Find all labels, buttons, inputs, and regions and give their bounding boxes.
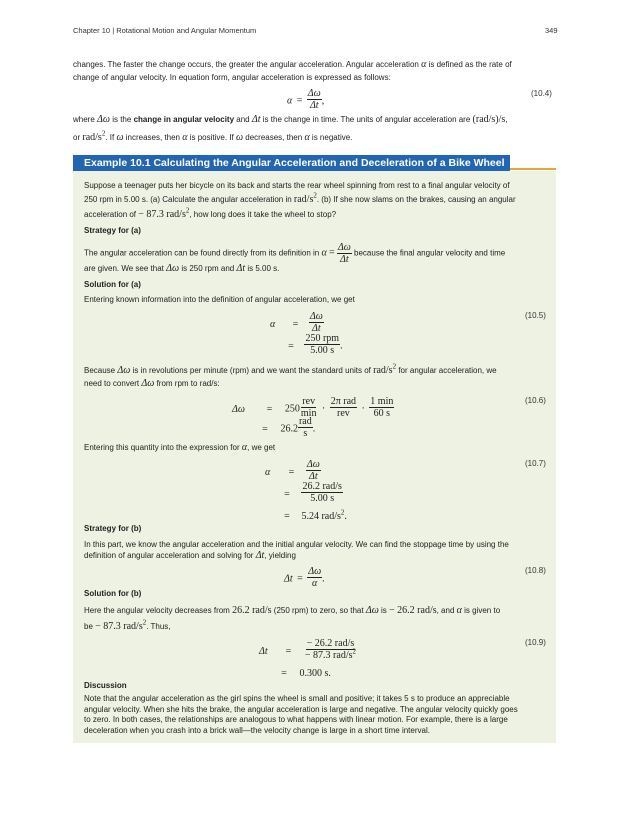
denominator: α — [312, 578, 318, 589]
text: , yielding — [264, 551, 296, 560]
text: for angular acceleration, we — [398, 366, 497, 375]
fraction — [301, 481, 342, 504]
superscript: 2 — [313, 191, 317, 200]
page-number: 349 — [545, 26, 558, 35]
math-alpha: α — [321, 247, 327, 259]
text: is the change in time. The units of angular acceleration are — [262, 115, 471, 124]
denominator: 5.00 s — [310, 493, 335, 504]
math-delta-t: Δt — [236, 263, 246, 274]
text: acceleration of — [84, 210, 137, 219]
solution-b-line-2 — [84, 620, 171, 633]
equation-number: (10.7) — [525, 459, 546, 468]
math-number: 250 — [284, 403, 300, 415]
text: increases, then — [125, 133, 180, 142]
numerator: 26.2 rad/s — [302, 481, 342, 492]
numerator: rev — [302, 396, 316, 407]
text: is 250 rpm and — [181, 264, 235, 273]
numerator: 2π rad — [330, 396, 357, 407]
text: is positive. If — [189, 133, 234, 142]
discussion-line: angular velocity. When she hits the brake, the angular acceleration is large and negative. The angular velocity quickly goes — [84, 704, 518, 714]
denominator: 5.00 s — [310, 345, 335, 356]
math-value: 26.2 rad/s — [232, 605, 272, 616]
denominator: 60 s — [373, 408, 391, 419]
entering-line — [84, 441, 275, 454]
equation-number: (10.4) — [531, 89, 552, 98]
math-text: rad/s — [373, 365, 393, 376]
fraction — [369, 396, 394, 419]
equation-10-9-row-1 — [259, 638, 357, 661]
numerator: 1 min — [370, 396, 394, 407]
where-line: where Δω is the change in angular velocity and Δt is the change in time. The units of angular acceleration are (rad/s)/s, — [73, 114, 508, 125]
math-equals: = — [285, 645, 292, 657]
math-equals: = — [288, 466, 295, 478]
text: be — [84, 622, 93, 631]
math-dot: · — [321, 403, 326, 415]
math-delta-omega: Δω — [117, 365, 131, 376]
math-alpha: α — [304, 132, 310, 143]
math-rad-s2 — [293, 191, 317, 205]
equation-10-7-row-1 — [265, 459, 321, 482]
math-equals: = — [284, 488, 290, 500]
text: . Thus, — [146, 622, 171, 631]
math-result: 0.300 s. — [299, 668, 331, 679]
equation-10-5-row-1 — [270, 311, 324, 334]
math-equals: = — [297, 573, 303, 585]
or-line — [73, 131, 352, 144]
term-bold: change in angular velocity — [133, 115, 235, 124]
math-delta-t: Δt — [259, 645, 268, 657]
equation-number: (10.6) — [525, 396, 546, 405]
punct: , — [321, 95, 325, 107]
math-equals: = — [288, 340, 294, 352]
solution-a-line: Entering known information into the definition of angular acceleration, we get — [84, 295, 355, 304]
problem-line-1: Suppose a teenager puts her bicycle on its back and starts the rear wheel spinning from rest to a final angular velocity of — [84, 181, 510, 190]
math-delta-omega: Δω — [141, 378, 155, 389]
discussion-line: deceleration when you crash into a brick wall—the velocity change is large in a short time interval. — [84, 725, 430, 735]
math-equals: = — [284, 511, 290, 522]
math-number: 26.2 — [280, 423, 298, 435]
math-alpha: α — [287, 95, 293, 107]
text: The angular acceleration can be found directly from its definition in — [84, 248, 320, 258]
math-text: − 87.3 rad/s — [138, 209, 186, 220]
text: is defined as the rate of — [428, 60, 512, 69]
denominator: Δt — [339, 254, 349, 265]
math-delta-t: Δt — [284, 573, 293, 585]
strategy-b-line-2 — [84, 549, 296, 562]
math-delta-omega: Δω — [166, 263, 180, 274]
math-result — [301, 508, 347, 522]
math-alpha: α — [265, 466, 271, 478]
math-delta-omega: Δω — [232, 403, 245, 415]
numerator: Δω — [306, 459, 320, 470]
text: , how long does it take the wheel to stop? — [189, 210, 337, 219]
math-alpha: α — [241, 442, 248, 453]
punct: . — [340, 340, 343, 352]
math-omega: ω — [116, 132, 124, 143]
equation-number: (10.8) — [525, 566, 546, 575]
numerator: 250 rpm — [305, 333, 340, 344]
denominator: rev — [336, 408, 350, 419]
text: , we get — [247, 443, 276, 452]
strategy-a-line-2 — [84, 262, 279, 275]
solution-b-line-1 — [84, 604, 500, 617]
math-alpha: α — [182, 132, 188, 143]
strategy-b-heading: Strategy for (b) — [84, 524, 142, 533]
math-text: − 87.3 rad/s — [304, 650, 353, 661]
superscript: 2 — [352, 647, 356, 656]
equation-10-9-row-2 — [273, 663, 331, 681]
text: need to convert — [84, 379, 140, 388]
math-alpha: α — [421, 59, 427, 70]
text: is the — [112, 115, 132, 124]
because-line-1 — [84, 364, 497, 377]
text: Entering this quantity into the expression for — [84, 443, 240, 452]
equation-number: (10.9) — [525, 638, 546, 647]
equation-10-4 — [287, 88, 324, 111]
denominator: min — [300, 408, 317, 419]
strategy-a-heading: Strategy for (a) — [84, 226, 141, 235]
math-equals: = — [328, 247, 335, 259]
denominator: Δt — [309, 471, 318, 482]
fraction — [304, 638, 357, 661]
text: is negative. — [311, 133, 353, 142]
equation-number: (10.5) — [525, 311, 546, 320]
fraction — [337, 242, 352, 265]
fraction — [330, 396, 357, 419]
text: Because — [84, 366, 116, 375]
text: is 5.00 s. — [247, 264, 280, 273]
math-text: 5.24 rad/s — [301, 511, 341, 522]
math-text: rad/s — [293, 194, 314, 205]
text: or — [73, 133, 81, 142]
text: 250 rpm in 5.00 s. (a) Calculate the angular acceleration in — [84, 195, 292, 204]
text: Here the angular velocity decreases from — [84, 606, 230, 615]
solution-b-heading: Solution for (b) — [84, 589, 142, 598]
fraction — [298, 416, 313, 439]
text: where — [73, 115, 95, 124]
math-equals: = — [296, 95, 303, 107]
discussion-line: to zero. In both cases, the relationships are analogous to what happens with linear motion. For example, there is a large — [84, 715, 508, 724]
discussion-text — [84, 694, 518, 736]
equation-10-8 — [284, 566, 325, 589]
superscript: 2 — [185, 206, 190, 215]
problem-line-3 — [84, 208, 336, 221]
math-text: rad/s — [82, 132, 102, 143]
strategy-b-line-1: In this part, we know the angular acceleration and the initial angular velocity. We can find the stoppage time by using the — [84, 540, 509, 549]
denominator: Δt — [309, 100, 319, 111]
math-value: − 26.2 rad/s — [389, 605, 437, 616]
text: decreases, then — [245, 133, 303, 142]
superscript: 2 — [101, 129, 106, 138]
text: because the final angular velocity and time — [354, 248, 506, 258]
math-equals: = — [262, 423, 268, 435]
text: definition of angular acceleration and solving for — [84, 551, 254, 560]
math-delta-t: Δt — [251, 114, 261, 125]
running-header: Chapter 10 | Rotational Motion and Angular Momentum — [73, 26, 257, 35]
text: changes. The faster the change occurs, the greater the angular acceleration. Angular acceleration — [73, 60, 419, 69]
fraction — [307, 566, 322, 589]
math-text: − 87.3 rad/s — [95, 621, 143, 632]
equation-10-6-row-2 — [254, 416, 315, 439]
fraction — [304, 333, 340, 356]
numerator: rad — [298, 416, 312, 427]
example-title: Example 10.1 Calculating the Angular Acceleration and Deceleration of a Bike Wheel — [84, 157, 505, 169]
math-alpha: α — [456, 605, 462, 616]
superscript: 2 — [142, 618, 147, 627]
numerator: − 26.2 rad/s — [306, 638, 355, 649]
numerator: Δω — [308, 566, 322, 577]
text: is — [381, 606, 387, 615]
math-delta-omega: Δω — [97, 114, 110, 125]
fraction — [309, 311, 324, 334]
fraction — [306, 459, 321, 482]
math-dot: · — [361, 403, 365, 415]
text: and — [236, 115, 250, 124]
fraction — [307, 88, 322, 111]
math-rad-s2 — [373, 362, 397, 376]
math-equals: = — [281, 668, 287, 679]
denominator: Δt — [312, 323, 321, 334]
denominator: s — [303, 428, 308, 439]
solution-a-heading: Solution for (a) — [84, 280, 141, 289]
intro-line-1 — [73, 58, 512, 71]
text: , and — [436, 606, 455, 615]
numerator: Δω — [337, 242, 351, 253]
numerator: Δω — [309, 311, 323, 322]
text: is given to — [464, 606, 501, 615]
math-omega: ω — [235, 132, 244, 143]
discussion-line: Note that the angular acceleration as the girl spins the wheel is small and positive; it takes 5 s to produce an appreciable — [84, 694, 510, 703]
text: . If — [105, 133, 115, 142]
equation-10-7-row-2 — [277, 481, 343, 504]
because-line-2 — [84, 377, 220, 390]
title-underline — [510, 168, 556, 170]
text: is in revolutions per minute (rpm) and we want the standard units of — [132, 366, 371, 375]
discussion-heading: Discussion — [84, 681, 127, 690]
superscript: 2 — [392, 362, 397, 371]
punct: . — [322, 573, 325, 585]
punct: . — [344, 511, 347, 522]
math-neg-accel — [138, 206, 190, 220]
problem-line-2 — [84, 193, 516, 206]
math-alpha: α — [270, 318, 276, 330]
text: are given. We see that — [84, 264, 164, 273]
math-delta-t: Δt — [255, 550, 265, 561]
punct: . — [312, 423, 316, 435]
superscript: 2 — [340, 508, 345, 517]
denominator — [304, 647, 357, 661]
numerator: Δω — [307, 88, 321, 99]
text: . (b) If she now slams on the brakes, causing an angular — [316, 195, 516, 204]
text: (250 rpm) to zero, so that — [273, 606, 364, 615]
math-delta-omega: Δω — [365, 605, 379, 616]
intro-line-2: change of angular velocity. In equation form, angular acceleration is expressed as follows: — [73, 73, 391, 82]
math-equals: = — [266, 403, 273, 415]
equation-10-7-row-3 — [277, 506, 347, 524]
math-rad-s2 — [82, 129, 106, 143]
equation-10-5-row-2 — [282, 333, 343, 356]
text: from rpm to rad/s: — [156, 379, 220, 388]
math-units: (rad/s)/s — [472, 114, 506, 125]
math-neg-accel — [95, 618, 147, 632]
math-equals: = — [292, 318, 299, 330]
